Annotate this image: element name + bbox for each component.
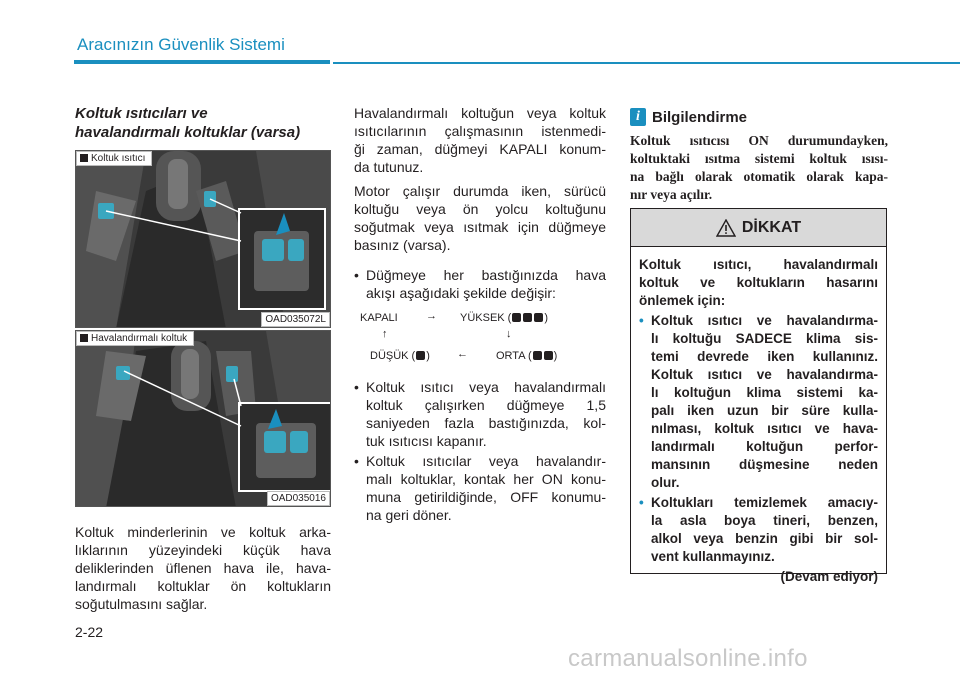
info-title: Bilgilendirme	[652, 108, 748, 126]
caution-item-ac	[639, 312, 878, 492]
figure-caption	[76, 151, 152, 166]
text-line: nır veya açılır.	[630, 187, 713, 202]
text-line: saniyeden fazla bastığınızda, kol-	[366, 415, 606, 431]
figure-caption-text: Koltuk ısıtıcı	[91, 153, 146, 164]
info-header	[630, 108, 888, 126]
text-line: Koltuk minderlerinin ve koltuk arka-	[75, 524, 331, 540]
header-accent-bar	[74, 60, 330, 64]
text-line: soğutulmasını sağlar.	[75, 596, 208, 612]
caution-intro	[639, 256, 878, 310]
arrow-up-icon: ↑	[382, 328, 388, 340]
text-line: Koltuk ısıtıcı veya havalandırmalı	[366, 379, 606, 395]
text-line: Koltuk ısıtıcı ve havalandırma-	[651, 367, 878, 382]
bullet-airflow	[354, 266, 606, 302]
figure-code: OAD035016	[267, 491, 330, 506]
text-line: Koltuk ısıtıcı ve havalandırma-	[651, 313, 878, 328]
seat-heater-figure	[75, 150, 331, 328]
page-number: 2-22	[75, 624, 104, 640]
text-line: önlemek için:	[639, 293, 726, 308]
bullet-dot: •	[354, 453, 359, 469]
info-box	[630, 108, 888, 204]
text-line: lı koltuğun klima sistemi ka-	[651, 385, 878, 400]
text-line: lıklarının yüzeyindeki küçük hava	[75, 542, 331, 558]
mode-high-label: YÜKSEK ( )	[460, 312, 549, 324]
caution-header	[631, 209, 886, 247]
continued-label: (Devam ediyor)	[780, 569, 878, 584]
text-line: Motor çalışır durumda iken, sürücü	[354, 183, 606, 199]
text-line: nılması, koltuk ısıtıcı ve hava-	[651, 421, 878, 436]
figure-caption-text: Havalandırmalı koltuk	[91, 333, 188, 344]
seat-level-icon	[534, 313, 543, 322]
paragraph-off-position	[354, 104, 606, 176]
text-line: temi devrede iken kullanınız.	[651, 349, 878, 364]
text-line: muna getirildiğinde, OFF konumu-	[366, 489, 606, 505]
seat-heater-illustration	[76, 151, 331, 328]
text-line: la asla boya tineri, benzen,	[651, 513, 878, 528]
text-line: ısıtıcılarının çalışmasının istenmedi-	[354, 123, 606, 139]
ventilated-seat-illustration	[76, 331, 331, 507]
text-line: koltuğu veya ön yolcu koltuğunu	[354, 201, 606, 217]
text-line: palı iken uzun bir süre kulla-	[651, 403, 878, 418]
mode-cycle-diagram	[354, 306, 606, 372]
section-title-line: Koltuk ısıtıcıları ve	[75, 105, 208, 122]
text-line: Koltuk ısıtıcı, havalandırmalı	[639, 257, 878, 272]
warning-triangle-icon	[716, 219, 736, 237]
info-icon: i	[630, 108, 646, 126]
ventilated-seat-description	[75, 523, 331, 613]
text-line: akışı aşağıdaki şekilde değişir:	[366, 285, 556, 301]
mode-mid-label: ORTA ( )	[496, 350, 558, 362]
caution-body	[631, 247, 886, 586]
text-line: koltuk çalışırken düğmeye 1,5	[366, 397, 606, 413]
section-title	[75, 104, 331, 142]
mode-off-label: KAPALI	[360, 312, 398, 324]
header-rule	[333, 62, 960, 64]
text-line: Koltukları temizlemek amacıy-	[651, 495, 878, 510]
ventilated-seat-figure	[75, 330, 331, 507]
text-line: Koltuk ısıtıcılar veya havalandır-	[366, 453, 606, 469]
page-header-title: Aracınızın Güvenlik Sistemi	[77, 35, 285, 54]
bullet-dot: •	[354, 267, 359, 283]
text-line: na bağlı olarak otomatik olarak kapa-	[630, 169, 888, 184]
text-line: olur.	[651, 475, 680, 490]
section-title-line: havalandırmalı koltuklar (varsa)	[75, 124, 301, 141]
seat-level-icon	[544, 351, 553, 360]
paragraph-press-button	[354, 182, 606, 254]
text-line: basınız (varsa).	[354, 237, 451, 253]
arrow-down-icon: ↓	[506, 328, 512, 340]
text-line: alkol veya benzin gibi bir sol-	[651, 531, 878, 546]
caption-square-icon	[80, 334, 88, 342]
text-line: vent kullanmayınız.	[651, 549, 775, 564]
text-line: ği zaman, düğmeyi KAPALI konum-	[354, 141, 606, 157]
arrow-right-icon: →	[426, 310, 437, 322]
text-line: Koltuk ısıtıcısı ON durumundayken,	[630, 133, 888, 148]
figure-caption	[76, 331, 194, 346]
seat-level-icon	[523, 313, 532, 322]
text-line: deliklerinden üflenen hava ile, hava-	[75, 560, 331, 576]
arrow-left-icon: ←	[457, 348, 468, 360]
text-line: landırmalı koltuklar ön koltukların	[75, 578, 331, 594]
bullet-dot: •	[639, 313, 644, 328]
caution-box	[630, 208, 887, 584]
figure-code: OAD035072L	[261, 312, 330, 327]
text-line: Düğmeye her bastığınızda hava	[366, 267, 606, 283]
bullet-dot: •	[639, 495, 644, 510]
text-line: da tutunuz.	[354, 159, 424, 175]
bullet-long-press	[354, 378, 606, 450]
mode-low-label: DÜŞÜK ( )	[370, 350, 430, 362]
seat-level-icon	[533, 351, 542, 360]
caption-square-icon	[80, 154, 88, 162]
text-line: na geri döner.	[366, 507, 452, 523]
caution-title: DİKKAT	[741, 218, 802, 236]
info-body	[630, 132, 888, 204]
text-line: landırmalı koltuğun perfor-	[651, 439, 878, 454]
bullet-dot: •	[354, 379, 359, 395]
bullet-ignition-reset	[354, 452, 606, 524]
text-line: koltuk ve koltukların hasarını	[639, 275, 878, 290]
text-line: malı koltuklar, kontak her ON konu-	[366, 471, 606, 487]
seat-level-icon	[512, 313, 521, 322]
text-line: mansının düşmesine neden	[651, 457, 878, 472]
text-line: Havalandırmalı koltuğun veya koltuk	[354, 105, 606, 121]
text-line: lı koltuğu SADECE klima sis-	[651, 331, 878, 346]
text-line: tuk ısıtıcısı kapanır.	[366, 433, 487, 449]
text-line: soğutmak veya ısıtmak için düğmeye	[354, 219, 606, 235]
watermark: carmanualsonline.info	[568, 645, 808, 672]
instructions-column	[354, 104, 606, 524]
text-line: koltuktaki ısıtma sistemi koltuk ısısı-	[630, 151, 888, 166]
seat-level-icon	[416, 351, 425, 360]
caution-item-cleaning	[639, 494, 878, 566]
